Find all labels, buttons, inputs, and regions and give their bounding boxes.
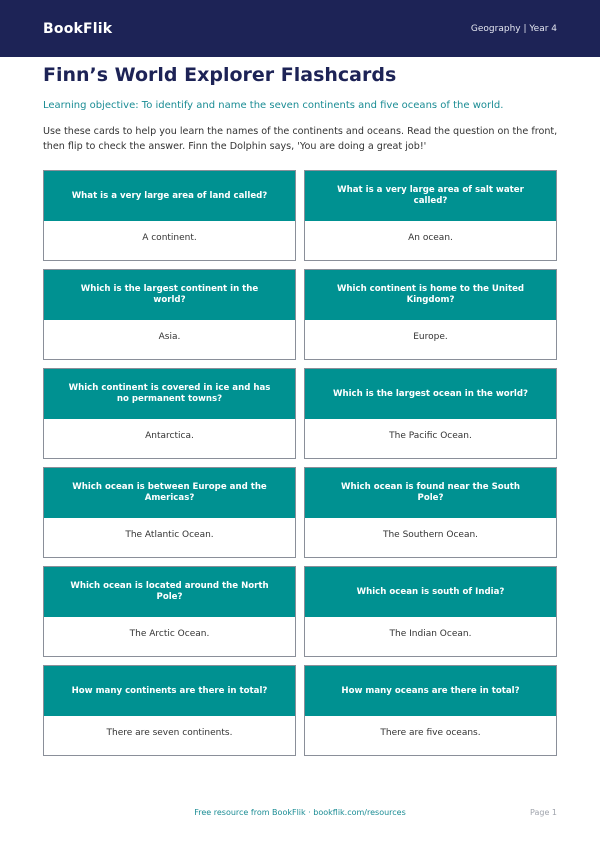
flashcard[interactable] [304,566,557,657]
flashcard[interactable] [43,368,296,459]
flashcard-question: Which ocean is between Europe and the Americas? [44,468,295,518]
flashcard-question: Which ocean is located around the North Pole? [44,567,295,617]
flashcard[interactable] [43,269,296,360]
flashcard-question: Which continent is covered in ice and has no permanent towns? [44,369,295,419]
flashcard-answer: The Indian Ocean. [305,617,556,656]
flashcard[interactable] [43,467,296,558]
flashcard-answer: Europe. [305,320,556,359]
flashcard-question: Which ocean is found near the South Pole? [305,468,556,518]
flashcard-answer: Asia. [44,320,295,359]
header-bar [0,0,600,57]
flashcard[interactable] [43,566,296,657]
brand-logo[interactable]: BookFlik [43,20,113,37]
flashcard-question: Which is the largest continent in the world? [44,270,295,320]
flashcard[interactable] [304,665,557,756]
flashcard[interactable] [43,665,296,756]
page-title: Finn’s World Explorer Flashcards [43,64,397,86]
flashcard-answer: There are five oceans. [305,716,556,755]
learning-objective: Learning objective: To identify and name the seven continents and five oceans of the world. [43,100,504,111]
flashcard[interactable] [304,467,557,558]
flashcard-question: Which is the largest ocean in the world? [305,369,556,419]
flashcard-answer: An ocean. [305,221,556,260]
flashcard-question: How many continents are there in total? [44,666,295,716]
flashcard-answer: A continent. [44,221,295,260]
footer-resource-link[interactable]: Free resource from BookFlik · bookflik.com/resources [194,808,406,817]
flashcard-grid [43,170,557,756]
flashcard-question: How many oceans are there in total? [305,666,556,716]
flashcard[interactable] [43,170,296,261]
flashcard-question: What is a very large area of salt water called? [305,171,556,221]
intro-text: Use these cards to help you learn the names of the continents and oceans. Read the question on the front, then flip to check the answer. Finn the Dolphin says, 'You are doing a great job!' [43,126,558,152]
flashcard[interactable] [304,368,557,459]
subject-year-label: Geography | Year 4 [470,23,557,34]
flashcard-answer: The Arctic Ocean. [44,617,295,656]
flashcard-answer: The Pacific Ocean. [305,419,556,458]
flashcard[interactable] [304,269,557,360]
page-number: Page 1 [530,808,557,817]
flashcard-question: Which continent is home to the United Kingdom? [305,270,556,320]
flashcard[interactable] [304,170,557,261]
flashcard-answer: Antarctica. [44,419,295,458]
flashcard-answer: There are seven continents. [44,716,295,755]
flashcard-question: Which ocean is south of India? [305,567,556,617]
flashcard-answer: The Southern Ocean. [305,518,556,557]
flashcard-question: What is a very large area of land called? [44,171,295,221]
flashcard-answer: The Atlantic Ocean. [44,518,295,557]
